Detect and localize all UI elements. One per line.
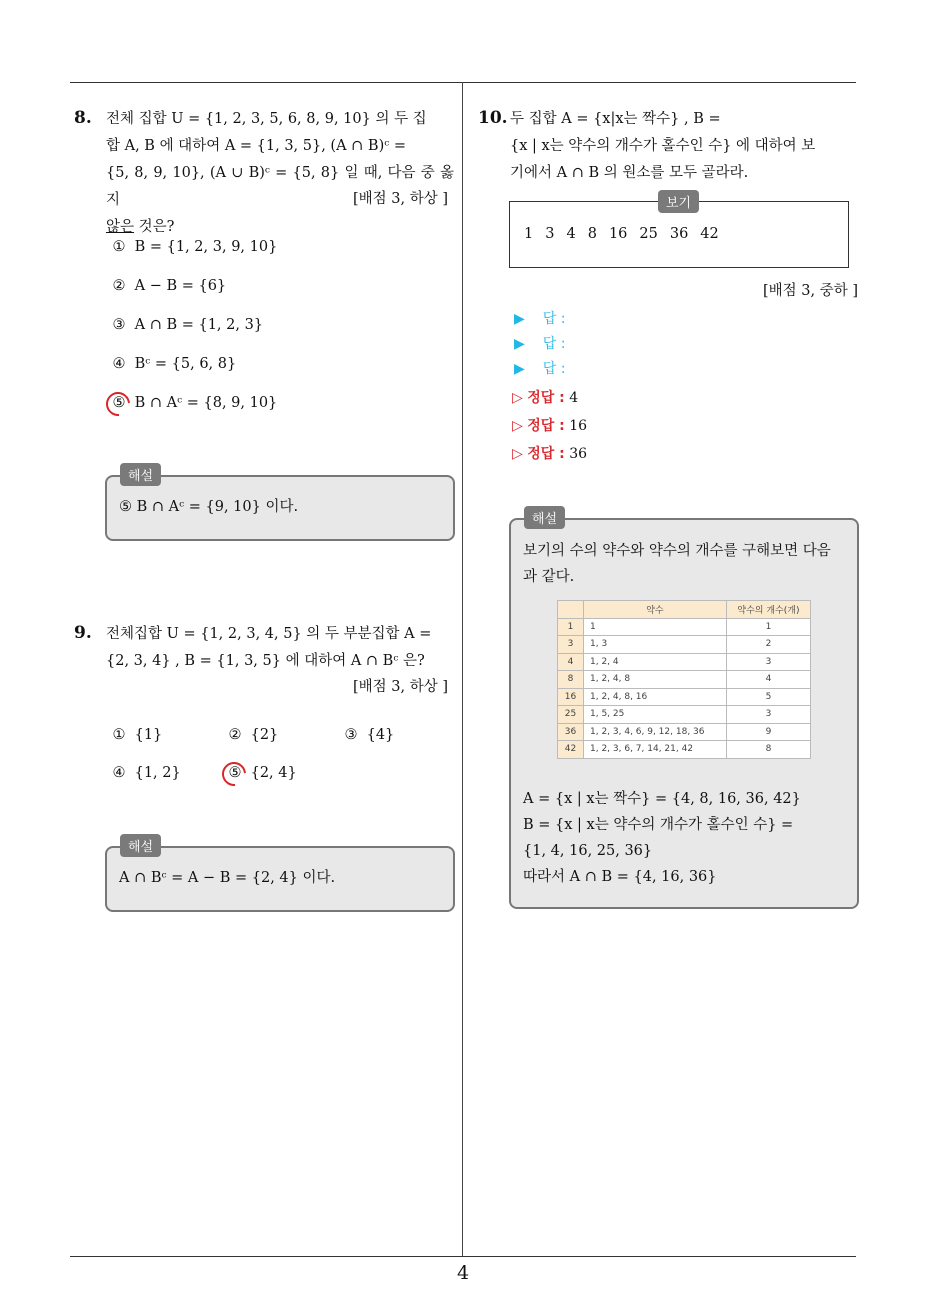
question-line-rest: 것은? (134, 219, 175, 235)
question-line: {x | x는 약수의 개수가 홀수인 수} 에 대하여 보 (510, 138, 816, 154)
question-line: 전체 집합 U = {1, 2, 3, 5, 6, 8, 9, 10} 의 두 집 (106, 111, 427, 127)
score-meta: [배점 3, 하상 ] (352, 191, 448, 207)
table-cell: 42 (558, 741, 584, 759)
table-cell: 16 (558, 688, 584, 706)
choice-text: B = {1, 2, 3, 9, 10} (134, 239, 278, 255)
play-triangle-icon: ▶ (514, 311, 525, 327)
divisor-table (557, 600, 811, 759)
choice-1[interactable] (108, 239, 277, 255)
top-rule (70, 82, 856, 83)
choice-number: ④ (112, 356, 126, 372)
outline-triangle-icon: ▷ (512, 446, 523, 462)
explanation-text: ⑤ B ∩ Aᶜ = {9, 10} 이다. (119, 499, 299, 515)
choice-number: ⑤ (228, 765, 242, 781)
choice-3[interactable] (108, 317, 263, 333)
table-cell: 1 (584, 618, 727, 636)
conclusion-line: 따라서 A ∩ B = {4, 16, 36} (523, 869, 717, 885)
score-meta: [배점 3, 하상 ] (352, 679, 448, 695)
choice-text: {1} (134, 727, 163, 743)
table-cell: 3 (726, 653, 810, 671)
question-line (106, 214, 454, 241)
correct-label: 정답 : (527, 418, 565, 434)
answer-prompt: 답 : (542, 336, 566, 352)
bogi-item: 8 (587, 226, 597, 242)
table-cell: 1 (558, 618, 584, 636)
choice-text: A ∩ B = {1, 2, 3} (134, 317, 264, 333)
explanation-text: A ∩ Bᶜ = A − B = {2, 4} 이다. (119, 870, 336, 886)
bogi-items (524, 226, 719, 242)
correct-value: 4 (569, 390, 579, 406)
correct-answer-3 (512, 443, 587, 463)
bogi-item: 3 (545, 226, 555, 242)
bogi-item: 16 (608, 226, 628, 242)
question-number: 8. (74, 108, 92, 128)
table-header: 약수 (584, 601, 727, 619)
table-row (558, 653, 811, 671)
choice-text: A − B = {6} (134, 278, 227, 294)
conclusion-line: A = {x | x는 짝수} = {4, 8, 16, 36, 42} (523, 791, 801, 807)
answer-line-3[interactable] (514, 358, 565, 378)
explanation-conclusion (523, 786, 849, 890)
bogi-tag: 보기 (658, 190, 699, 213)
bogi-item: 1 (524, 226, 534, 242)
table-cell: 3 (558, 636, 584, 654)
table-cell: 1, 5, 25 (584, 706, 727, 724)
choice-2[interactable] (108, 278, 226, 294)
correct-label: 정답 : (527, 390, 565, 406)
underlined-word: 않은 (106, 219, 135, 235)
score-meta: [배점 3, 중하 ] (762, 283, 858, 299)
choice-text: {2, 4} (250, 765, 297, 781)
table-row (558, 741, 811, 759)
table-cell: 5 (726, 688, 810, 706)
choice-text: {2} (250, 727, 279, 743)
explanation-tag: 해설 (120, 834, 161, 857)
table-row (558, 688, 811, 706)
table-header-row (558, 601, 811, 619)
column-divider (462, 82, 463, 1256)
choice-text: {1, 2} (134, 765, 181, 781)
question-line: 두 집합 A = {x|x는 짝수} , B = (510, 111, 721, 127)
answer-mark-circle (101, 387, 135, 421)
bogi-item: 25 (639, 226, 658, 242)
correct-label: 정답 : (527, 446, 565, 462)
choice-text: Bᶜ = {5, 6, 8} (134, 356, 237, 372)
choice-1[interactable] (108, 727, 162, 743)
play-triangle-icon: ▶ (514, 336, 525, 352)
explanation-text (523, 538, 849, 590)
outline-triangle-icon: ▷ (512, 390, 523, 406)
choice-number: ③ (112, 317, 126, 333)
table-cell: 1, 2, 4, 8, 16 (584, 688, 727, 706)
explanation-tag: 해설 (524, 506, 565, 529)
table-cell: 2 (726, 636, 810, 654)
bottom-rule (70, 1256, 856, 1257)
choice-text: {4} (366, 727, 395, 743)
table-cell: 9 (726, 723, 810, 741)
choice-number: ② (112, 278, 126, 294)
question-number: 10. (478, 108, 508, 128)
table-header (558, 601, 584, 619)
bogi-item: 4 (566, 226, 576, 242)
conclusion-line: B = {x | x는 약수의 개수가 홀수인 수} = (523, 817, 794, 833)
outline-triangle-icon: ▷ (512, 418, 523, 434)
question-line: 합 A, B 에 대하여 A = {1, 3, 5}, (A ∩ B)ᶜ = (106, 138, 407, 154)
play-triangle-icon: ▶ (514, 361, 525, 377)
choice-2[interactable] (224, 727, 278, 743)
choice-number: ② (228, 727, 242, 743)
table-cell: 3 (726, 706, 810, 724)
table-cell: 1, 2, 3, 6, 7, 14, 21, 42 (584, 741, 727, 759)
choice-number: ③ (344, 727, 358, 743)
table-cell: 8 (726, 741, 810, 759)
table-cell: 1, 3 (584, 636, 727, 654)
answer-prompt: 답 : (542, 311, 566, 327)
correct-value: 36 (569, 446, 588, 462)
choice-number: ① (112, 727, 126, 743)
correct-value: 16 (569, 418, 588, 434)
table-row (558, 618, 811, 636)
table-cell: 36 (558, 723, 584, 741)
choice-number: ⑤ (112, 395, 126, 411)
table-cell: 1, 2, 4, 8 (584, 671, 727, 689)
choice-4[interactable] (108, 765, 181, 781)
question-line: {2, 3, 4} , B = {1, 3, 5} 에 대하여 A ∩ Bᶜ 은? (106, 653, 425, 669)
correct-answer-1 (512, 387, 578, 407)
table-cell: 25 (558, 706, 584, 724)
table-cell: 8 (558, 671, 584, 689)
choice-5[interactable] (108, 395, 277, 411)
question-text (106, 621, 454, 675)
question-text (106, 106, 454, 241)
table-row (558, 706, 811, 724)
table-cell: 4 (558, 653, 584, 671)
table-header: 약수의 개수(개) (726, 601, 810, 619)
conclusion-line: {1, 4, 16, 25, 36} (523, 843, 653, 859)
choice-3[interactable] (340, 727, 394, 743)
table-cell: 1, 2, 3, 4, 6, 9, 12, 18, 36 (584, 723, 727, 741)
table-cell: 4 (726, 671, 810, 689)
choice-4[interactable] (108, 356, 236, 372)
bogi-item: 36 (669, 226, 689, 242)
explanation-tag: 해설 (120, 463, 161, 486)
question-line: {5, 8, 9, 10}, (A ∪ B)ᶜ = {5, 8} 일 때, 다음 중 옳지 (106, 165, 454, 208)
choice-number: ① (112, 239, 126, 255)
question-text (510, 106, 860, 187)
question-line: 전체집합 U = {1, 2, 3, 4, 5} 의 두 부분집합 A = (106, 626, 432, 642)
answer-prompt: 답 : (542, 361, 566, 377)
choice-number: ④ (112, 765, 126, 781)
table-row (558, 671, 811, 689)
explanation-box (509, 518, 859, 909)
correct-answer-2 (512, 415, 587, 435)
table-cell: 1 (726, 618, 810, 636)
bogi-item: 42 (700, 226, 719, 242)
answer-mark-circle (217, 757, 251, 791)
answer-line-1[interactable] (514, 308, 565, 328)
answer-line-2[interactable] (514, 333, 565, 353)
page-number: 4 (456, 1262, 470, 1284)
table-cell: 1, 2, 4 (584, 653, 727, 671)
explanation-line: 과 같다. (523, 569, 575, 585)
question-number: 9. (74, 623, 92, 643)
choice-text: B ∩ Aᶜ = {8, 9, 10} (134, 395, 278, 411)
table-row (558, 723, 811, 741)
table-row (558, 636, 811, 654)
explanation-line: 보기의 수의 약수와 약수의 개수를 구해보면 다음 (523, 543, 831, 559)
question-line: 기에서 A ∩ B 의 원소를 모두 골라라. (510, 165, 749, 181)
